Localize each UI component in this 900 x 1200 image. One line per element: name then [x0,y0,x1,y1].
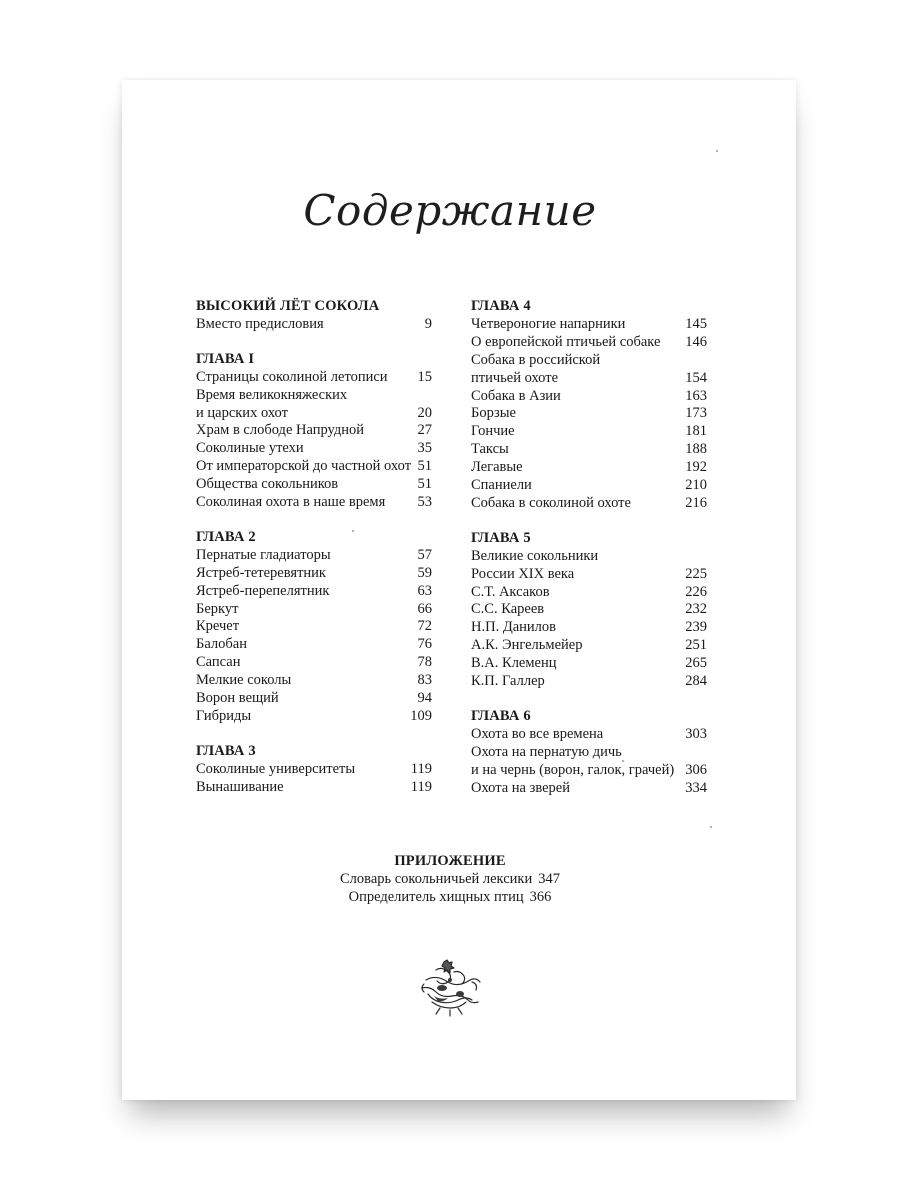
toc-entry-page: 27 [417,422,432,439]
toc-entry-page: 51 [417,458,432,475]
appendix-section [250,852,650,906]
toc-entry[interactable] [471,405,707,423]
toc-entry[interactable] [471,441,707,459]
toc-entry-title: Таксы [471,441,509,458]
toc-entry-title: Ворон вещий [196,690,279,707]
toc-entry-page: 119 [410,778,432,795]
toc-entry[interactable] [196,636,432,654]
toc-section-heading: ГЛАВА 6 [471,708,531,724]
toc-entry-page: 51 [417,476,432,493]
appendix-entry-page: 366 [529,889,552,905]
toc-entry-title: Ястреб-тетеревятник [196,564,326,581]
toc-entry[interactable] [471,423,707,441]
toc-entry[interactable] [196,565,432,583]
toc-entry[interactable] [196,476,432,494]
toc-entry-title: Спаниели [471,477,532,494]
appendix-entry[interactable] [250,888,650,906]
toc-entry-title: Четвероногие напарники [471,315,626,332]
toc-entry-page: 154 [685,369,707,386]
toc-section [196,351,432,512]
appendix-entry[interactable] [250,870,650,888]
toc-section-heading: ГЛАВА 4 [471,298,531,314]
paper-speck [352,530,354,532]
toc-entry-page: 119 [410,760,432,777]
toc-entry[interactable] [196,761,432,779]
toc-entry-title: и на чернь (ворон, галок, грачей) [471,761,675,778]
toc-entry-title: Великие сокольники [471,547,599,564]
toc-entry-title: и царских охот [196,404,288,421]
toc-entry-page: 225 [685,565,707,582]
toc-entry-title: Собака в соколиной охоте [471,494,631,511]
toc-entry[interactable] [196,387,432,405]
toc-section-heading: ВЫСОКИЙ ЛЁТ СОКОЛА [196,298,380,314]
toc-entry-page: 78 [417,654,432,671]
toc-entry[interactable] [196,422,432,440]
toc-entry[interactable] [471,673,707,691]
toc-section-heading: ГЛАВА I [196,350,255,367]
toc-section [196,529,432,726]
toc-entry-title: Страницы соколиной летописи [196,368,388,385]
toc-left-column [196,298,432,814]
toc-entry-page: 265 [685,655,707,672]
toc-right-column [471,298,707,815]
toc-entry-title: Н.П. Данилов [471,619,556,636]
toc-entry-page: 334 [685,779,707,796]
toc-entry-page: 163 [685,387,707,404]
appendix-entry-page: 347 [538,871,560,887]
toc-entry-page: 15 [417,368,432,385]
page-title: Содержание [303,186,597,235]
toc-entry[interactable] [471,584,707,602]
toc-section [196,298,432,334]
toc-entry[interactable] [471,744,707,762]
toc-entry-page: 173 [685,405,707,422]
toc-entry[interactable] [196,654,432,672]
toc-entry[interactable] [471,548,707,566]
toc-entry-page: 181 [685,423,707,440]
toc-entry[interactable] [196,369,432,387]
toc-entry-title: Сапсан [196,654,241,671]
toc-entry-page: 146 [685,333,707,350]
toc-entry-page: 188 [685,441,707,458]
toc-entry-title: Легавые [471,459,523,476]
appendix-entry-title: Словарь сокольничьей лексики [340,871,533,887]
toc-entry-page: 59 [417,564,432,581]
toc-entry-page: 306 [685,761,707,778]
toc-entry-title: От императорской до частной охот [196,458,412,475]
toc-section-heading: ГЛАВА 5 [471,529,531,546]
toc-entry[interactable] [471,352,707,370]
toc-entry-page: 76 [417,636,432,653]
toc-entry[interactable] [196,316,432,334]
toc-entry-title: Собака в Азии [471,387,561,404]
toc-entry[interactable] [196,440,432,458]
toc-entry[interactable] [471,316,707,334]
toc-entry-title: Беркут [196,600,239,617]
toc-entry[interactable] [196,405,432,423]
toc-entry-title: С.Т. Аксаков [471,583,550,600]
toc-section [471,298,707,513]
toc-entry-page: 109 [410,707,432,724]
toc-entry[interactable] [471,334,707,352]
toc-entry[interactable] [471,459,707,477]
toc-entry[interactable] [196,494,432,512]
toc-entry[interactable] [196,547,432,565]
toc-entry[interactable] [196,583,432,601]
paper-speck [710,826,712,828]
toc-entry[interactable] [471,780,707,798]
toc-section [196,743,432,797]
toc-entry-page: 57 [417,546,432,563]
toc-entry-title: Кречет [196,618,240,635]
toc-entry[interactable] [196,601,432,619]
toc-entry-title: Общества сокольников [196,476,339,493]
toc-entry-title: В.А. Клеменц [471,655,557,672]
toc-entry[interactable] [471,655,707,673]
toc-entry-page: 145 [685,315,707,332]
toc-entry-page: 94 [417,690,432,707]
toc-entry-title: Охота на пернатую дичь [471,743,622,760]
toc-entry-title: Гибриды [196,707,252,724]
toc-entry-page: 63 [417,582,432,599]
toc-entry-page: 210 [685,477,707,494]
paper-speck [622,760,624,762]
toc-entry-title: Вместо предисловия [196,315,324,332]
toc-entry-page: 72 [417,618,432,635]
toc-entry-page: 303 [685,725,707,742]
toc-entry[interactable] [196,779,432,797]
toc-section-heading: ГЛАВА 2 [196,528,256,545]
toc-entry-page: 35 [417,440,432,457]
toc-entry-page: 239 [685,619,707,636]
paper-speck [716,150,718,152]
toc-entry[interactable] [471,566,707,584]
appendix-heading: ПРИЛОЖЕНИЕ [394,853,506,869]
toc-entry-title: К.П. Галлер [471,673,545,690]
toc-entry[interactable] [471,619,707,637]
toc-entry[interactable] [196,458,432,476]
toc-entry-page: 66 [417,600,432,617]
toc-entry-page: 192 [685,459,707,476]
toc-entry-title: Соколиные университеты [196,760,356,777]
toc-entry-title: Охота во все времена [471,725,604,742]
toc-entry-title: Охота на зверей [471,779,570,796]
toc-entry-title: Пернатые гладиаторы [196,546,331,563]
toc-entry-title: А.К. Энгельмейер [471,637,583,654]
appendix-entry-title: Определитель хищных птиц [348,889,524,905]
toc-entry-title: Время великокняжеских [196,386,348,403]
toc-entry[interactable] [471,726,707,744]
toc-entry-title: Ястреб-перепелятник [196,582,330,599]
toc-entry[interactable] [471,762,707,780]
toc-entry-title: Соколиные утехи [196,440,304,457]
toc-entry-title: Гончие [471,423,515,440]
toc-entry[interactable] [471,601,707,619]
toc-entry-page: 251 [685,637,707,654]
toc-entry-page: 83 [417,672,432,689]
toc-section-heading: ГЛАВА 3 [196,742,256,759]
toc-entry-title: Вынашивание [196,778,284,795]
toc-section [471,530,707,691]
toc-entry-page: 20 [417,404,432,421]
toc-section [471,708,707,798]
toc-entry[interactable] [471,477,707,495]
toc-entry-page: 232 [685,601,707,618]
toc-entry-title: Мелкие соколы [196,672,292,689]
toc-entry-title: С.С. Кареев [471,601,545,618]
toc-entry-title: Храм в слободе Напрудной [196,422,365,439]
toc-entry-title: Балобан [196,636,247,653]
toc-entry-page: 9 [424,315,432,332]
toc-entry-page: 284 [685,673,707,690]
toc-entry[interactable] [196,618,432,636]
toc-entry[interactable] [471,388,707,406]
toc-entry[interactable] [196,672,432,690]
toc-entry[interactable] [196,690,432,708]
toc-entry[interactable] [471,495,707,513]
toc-entry-page: 216 [685,494,707,511]
toc-entry-title: Собака в российской [471,351,601,368]
falcon-hunter-vignette-icon [414,958,484,1018]
toc-entry-title: Соколиная охота в наше время [196,494,386,511]
toc-entry-title: птичьей охоте [471,369,558,386]
toc-entry-title: России XIX века [471,565,575,582]
toc-entry-title: О европейской птичьей собаке [471,333,661,350]
toc-entry-title: Борзые [471,405,516,422]
toc-entry-page: 53 [417,494,432,511]
toc-entry[interactable] [196,708,432,726]
toc-entry[interactable] [471,637,707,655]
toc-entry-page: 226 [685,583,707,600]
toc-entry[interactable] [471,370,707,388]
